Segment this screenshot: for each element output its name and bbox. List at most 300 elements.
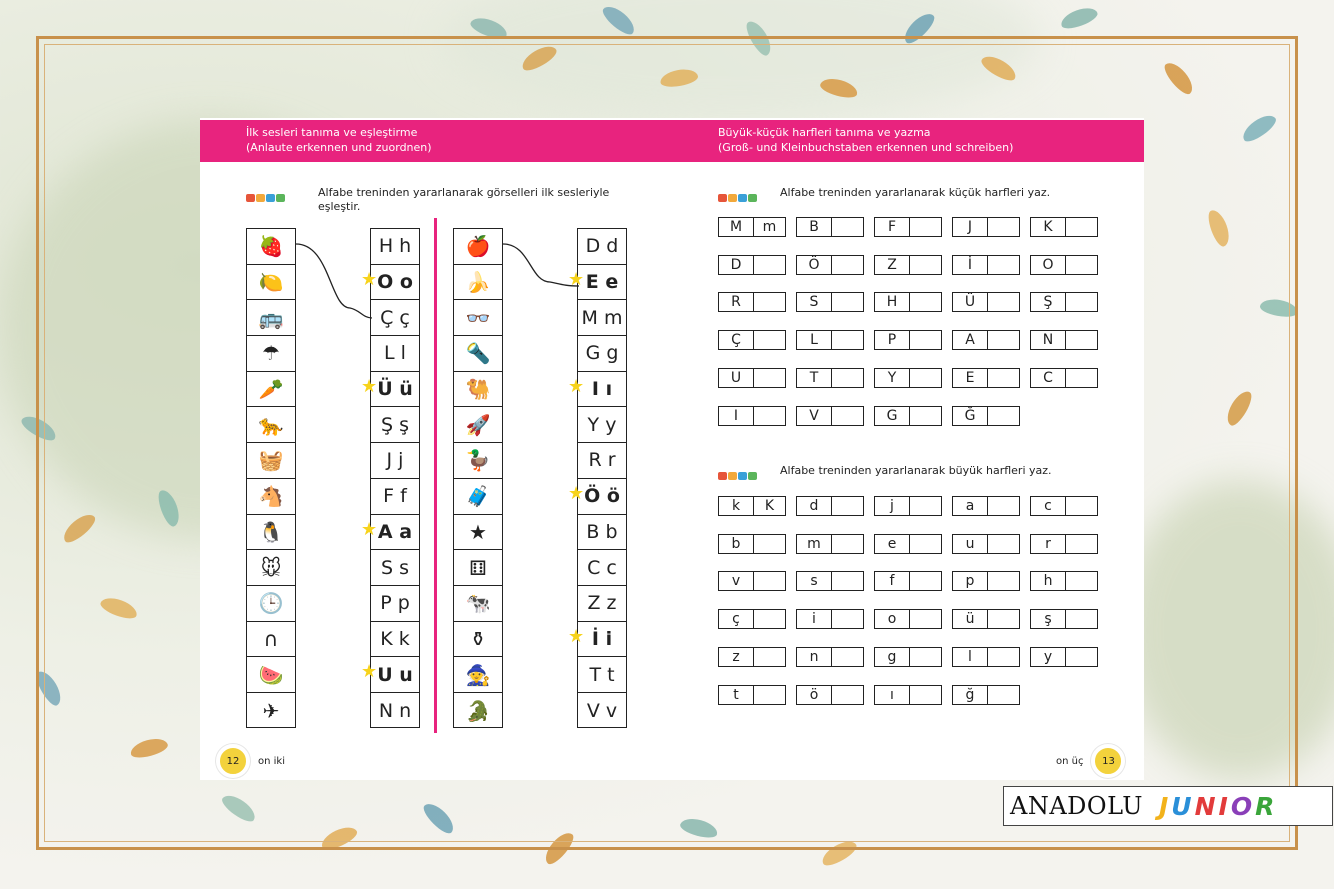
letter-cell[interactable] <box>568 265 626 301</box>
answer-field[interactable] <box>754 535 785 553</box>
watermelon-icon: 🍉 <box>258 662 284 687</box>
letter-cell[interactable] <box>568 372 626 408</box>
given-letter: e <box>875 535 910 553</box>
letter-box[interactable] <box>874 368 942 388</box>
answer-field[interactable]: m <box>762 219 777 235</box>
letter-box[interactable] <box>718 609 786 629</box>
header-title: Büyük-küçük harfleri tanıma ve yazma <box>718 126 931 139</box>
col2-cell <box>454 515 502 551</box>
answer-field[interactable] <box>1066 218 1097 236</box>
given-letter: F <box>875 218 910 236</box>
banana-icon: 🍌 <box>465 270 491 295</box>
col1-cell <box>247 586 295 622</box>
apple-icon: 🍎 <box>465 234 491 259</box>
given-letter: T <box>797 369 832 387</box>
star-icon: ★ <box>361 375 378 397</box>
answer-field[interactable] <box>988 369 1019 387</box>
given-letter: Z <box>875 256 910 274</box>
letter-pair: B b <box>586 520 618 543</box>
col2-cell <box>454 586 502 622</box>
answer-field[interactable] <box>832 293 863 311</box>
left-page-header <box>200 120 672 162</box>
given-letter: l <box>953 648 988 666</box>
star-icon: ★ <box>568 268 585 290</box>
letter-cell[interactable] <box>361 372 419 408</box>
letter-pair: M m <box>581 306 623 329</box>
letter-box[interactable] <box>718 368 786 388</box>
letter-pair: E e <box>585 271 619 294</box>
given-letter: K <box>1031 218 1066 236</box>
col2-cell <box>454 479 502 515</box>
answer-field[interactable]: K <box>764 498 775 514</box>
col1-cell <box>247 265 295 301</box>
letter-cell[interactable] <box>371 479 419 515</box>
letter-box[interactable] <box>874 609 942 629</box>
letter-box[interactable] <box>874 647 942 667</box>
alphabet-train-icon <box>246 187 290 199</box>
letter-box[interactable] <box>952 647 1020 667</box>
letter-cell[interactable] <box>361 265 419 301</box>
leopard-icon: 🐆 <box>258 412 284 437</box>
letter-cell[interactable] <box>371 443 419 479</box>
cow-icon: 🐄 <box>465 591 491 616</box>
letter-cell[interactable] <box>578 443 626 479</box>
given-letter: Ü <box>953 293 988 311</box>
star-icon: ★ <box>568 482 585 504</box>
letter-box[interactable] <box>796 534 864 554</box>
letter-box[interactable] <box>952 571 1020 591</box>
answer-field[interactable] <box>1066 369 1097 387</box>
letter-pair: H h <box>378 235 412 258</box>
glasses-icon: 👓 <box>465 305 491 330</box>
letter-box[interactable] <box>1030 330 1098 350</box>
letter-cell[interactable] <box>361 657 419 693</box>
letter-cell[interactable] <box>568 622 626 658</box>
letter-box[interactable] <box>796 368 864 388</box>
answer-field[interactable] <box>832 686 863 704</box>
letter-cell[interactable] <box>578 300 626 336</box>
letter-cell[interactable] <box>361 515 419 551</box>
letter-box-row <box>718 330 1108 350</box>
answer-field[interactable] <box>1066 572 1097 590</box>
answer-field[interactable] <box>754 572 785 590</box>
letter-pair: I ı <box>591 378 613 401</box>
given-letter: Y <box>875 369 910 387</box>
letter-box[interactable] <box>1030 647 1098 667</box>
given-letter: U <box>719 369 754 387</box>
star-icon: ★ <box>361 518 378 540</box>
letter-box[interactable] <box>952 368 1020 388</box>
answer-field[interactable] <box>988 497 1019 515</box>
given-letter: Ö <box>797 256 832 274</box>
letter-box[interactable] <box>1030 534 1098 554</box>
answer-field[interactable] <box>754 648 785 666</box>
answer-field[interactable] <box>988 535 1019 553</box>
page-number-word: on iki <box>258 755 285 767</box>
answer-field[interactable] <box>988 610 1019 628</box>
letter-box[interactable] <box>874 330 942 350</box>
header-subtitle: (Groß- und Kleinbuchstaben erkennen und schreiben) <box>718 141 1014 154</box>
letter-box[interactable] <box>952 685 1020 705</box>
flashlight-icon: 🔦 <box>465 341 491 366</box>
given-letter: j <box>875 497 910 515</box>
given-letter: c <box>1031 497 1066 515</box>
answer-field[interactable] <box>832 610 863 628</box>
answer-field[interactable] <box>832 572 863 590</box>
letter-box[interactable] <box>952 255 1020 275</box>
col2-cell <box>454 693 502 729</box>
given-letter: f <box>875 572 910 590</box>
given-letter: k <box>719 497 754 515</box>
right-page-header <box>672 120 1144 162</box>
answer-field[interactable] <box>754 610 785 628</box>
rocket-icon: 🚀 <box>465 412 491 437</box>
given-letter: Ğ <box>953 407 988 425</box>
answer-field[interactable] <box>910 369 941 387</box>
given-letter: H <box>875 293 910 311</box>
letter-cell[interactable] <box>578 657 626 693</box>
answer-field[interactable] <box>754 256 785 274</box>
col1-cell <box>247 443 295 479</box>
col1-cell <box>247 515 295 551</box>
letter-box[interactable] <box>952 292 1020 312</box>
star-icon: ★ <box>361 268 378 290</box>
crocodile-icon: 🐊 <box>465 698 491 723</box>
col2-cell <box>454 300 502 336</box>
answer-field[interactable] <box>988 218 1019 236</box>
letter-pair: A a <box>377 520 413 543</box>
answer-field[interactable] <box>988 572 1019 590</box>
answer-field[interactable] <box>988 407 1019 425</box>
horseshoe-icon: ∩ <box>263 626 279 651</box>
answer-field[interactable] <box>910 686 941 704</box>
logo-letter: O <box>1230 791 1256 821</box>
letter-box[interactable] <box>1030 496 1098 516</box>
answer-field[interactable] <box>988 293 1019 311</box>
letter-pair: Ş ş <box>381 413 409 436</box>
letter-cell[interactable] <box>371 622 419 658</box>
letter-box[interactable] <box>796 609 864 629</box>
answer-field[interactable] <box>910 648 941 666</box>
star-icon: ★ <box>568 375 585 397</box>
letter-box[interactable] <box>1030 609 1098 629</box>
letter-box[interactable] <box>874 496 942 516</box>
mouse-icon: 🐭 <box>260 555 282 580</box>
letter-pair: Ç ç <box>380 306 410 329</box>
answer-field[interactable] <box>988 686 1019 704</box>
given-letter: O <box>1031 256 1066 274</box>
camel-icon: 🐫 <box>465 377 491 402</box>
letter-box[interactable] <box>874 255 942 275</box>
col1-cell <box>247 550 295 586</box>
letter-box[interactable] <box>874 292 942 312</box>
letter-box[interactable] <box>952 330 1020 350</box>
answer-field[interactable] <box>988 331 1019 349</box>
answer-field[interactable] <box>832 218 863 236</box>
logo-letter: I <box>1218 791 1231 821</box>
duck-icon: 🦆 <box>465 448 491 473</box>
letter-box[interactable] <box>1030 571 1098 591</box>
given-letter: R <box>719 293 754 311</box>
letter-pair: D d <box>585 235 619 258</box>
given-letter: P <box>875 331 910 349</box>
answer-field[interactable] <box>832 648 863 666</box>
answer-field[interactable] <box>754 369 785 387</box>
letter-box[interactable] <box>718 647 786 667</box>
given-letter: G <box>875 407 910 425</box>
letter-cell[interactable] <box>578 550 626 586</box>
letter-box[interactable] <box>796 255 864 275</box>
letter-column-2 <box>568 228 627 728</box>
given-letter: Ş <box>1031 293 1066 311</box>
answer-field[interactable] <box>832 407 863 425</box>
answer-field[interactable] <box>910 610 941 628</box>
page-number-right <box>1056 744 1125 778</box>
given-letter: s <box>797 572 832 590</box>
matching-instruction: Alfabe treninden yararlanarak görselleri ilk sesleriyle eşleştir. <box>318 186 610 213</box>
picture-column-2 <box>453 228 503 728</box>
letter-box[interactable] <box>952 217 1020 237</box>
letter-box[interactable] <box>1030 217 1098 237</box>
answer-field[interactable] <box>832 369 863 387</box>
col2-cell <box>454 622 502 658</box>
letter-box-row <box>718 609 1108 629</box>
letter-box[interactable] <box>1030 292 1098 312</box>
answer-field[interactable] <box>832 535 863 553</box>
col1-cell <box>247 693 295 729</box>
col2-cell <box>454 443 502 479</box>
answer-field[interactable] <box>1066 648 1097 666</box>
letter-box-row <box>718 571 1108 591</box>
letter-cell[interactable] <box>578 693 626 729</box>
letter-box[interactable] <box>874 217 942 237</box>
answer-field[interactable] <box>1066 293 1097 311</box>
letter-box[interactable] <box>718 406 786 426</box>
page-number-word: on üç <box>1056 755 1084 767</box>
letter-cell[interactable] <box>371 407 419 443</box>
col1-cell <box>247 229 295 265</box>
letter-column-1 <box>361 228 420 728</box>
right-page <box>672 118 1144 780</box>
col2-cell <box>454 336 502 372</box>
answer-field[interactable] <box>754 686 785 704</box>
answer-field[interactable] <box>910 331 941 349</box>
carrot-icon: 🥕 <box>258 377 284 402</box>
header-subtitle: (Anlaute erkennen und zuordnen) <box>246 141 432 154</box>
given-letter: V <box>797 407 832 425</box>
col1-cell <box>247 336 295 372</box>
answer-field[interactable] <box>988 256 1019 274</box>
letter-box[interactable] <box>718 217 786 237</box>
alphabet-train-icon <box>718 187 762 199</box>
letter-box[interactable] <box>952 496 1020 516</box>
horse-icon: 🐴 <box>258 484 284 509</box>
letter-pair: U u <box>377 663 413 686</box>
given-letter: İ <box>953 256 988 274</box>
letter-box[interactable] <box>874 406 942 426</box>
given-letter: r <box>1031 535 1066 553</box>
letter-pair: Z z <box>587 592 617 615</box>
letter-pair: F f <box>383 485 407 508</box>
given-letter: b <box>719 535 754 553</box>
letter-box[interactable] <box>718 255 786 275</box>
letter-pair: İ i <box>591 627 613 650</box>
given-letter: N <box>1031 331 1066 349</box>
given-letter: z <box>719 648 754 666</box>
letter-box[interactable] <box>718 330 786 350</box>
answer-field[interactable] <box>910 535 941 553</box>
uppercase-instruction: Alfabe treninden yararlanarak büyük harfleri yaz. <box>780 464 1052 477</box>
letter-cell[interactable] <box>371 336 419 372</box>
given-letter: t <box>719 686 754 704</box>
letter-box[interactable] <box>796 685 864 705</box>
letter-box[interactable] <box>718 685 786 705</box>
publisher-name: ANADOLU <box>1010 792 1143 820</box>
letter-box[interactable] <box>952 406 1020 426</box>
given-letter: v <box>719 572 754 590</box>
suitcase-icon: 🧳 <box>465 484 491 509</box>
given-letter: D <box>719 256 754 274</box>
answer-field[interactable] <box>754 331 785 349</box>
letter-cell[interactable] <box>371 300 419 336</box>
answer-field[interactable] <box>988 648 1019 666</box>
given-letter: A <box>953 331 988 349</box>
answer-field[interactable] <box>1066 535 1097 553</box>
vase-icon: ⚱ <box>469 626 487 651</box>
given-letter: u <box>953 535 988 553</box>
letter-cell[interactable] <box>578 336 626 372</box>
lemon-icon: 🍋 <box>258 270 284 295</box>
letter-cell[interactable] <box>371 229 419 265</box>
answer-field[interactable] <box>910 407 941 425</box>
letter-box[interactable] <box>718 571 786 591</box>
answer-field[interactable] <box>754 293 785 311</box>
letter-pair: L l <box>384 342 406 365</box>
letter-box[interactable] <box>796 496 864 516</box>
given-letter: d <box>797 497 832 515</box>
clock-icon: 🕒 <box>258 591 284 616</box>
given-letter: ı <box>875 686 910 704</box>
header-title: İlk sesleri tanıma ve eşleştirme <box>246 126 418 139</box>
letter-cell[interactable] <box>578 407 626 443</box>
letter-box[interactable] <box>796 217 864 237</box>
star-icon: ★ <box>361 661 378 683</box>
answer-field[interactable] <box>832 497 863 515</box>
letter-pair: K k <box>380 627 410 650</box>
answer-field[interactable] <box>1066 331 1097 349</box>
given-letter: E <box>953 369 988 387</box>
letter-pair: N n <box>378 699 412 722</box>
letter-cell[interactable] <box>371 550 419 586</box>
letter-box-row <box>718 647 1108 667</box>
letter-box[interactable] <box>1030 255 1098 275</box>
col2-cell <box>454 229 502 265</box>
letter-pair: Ü ü <box>377 378 413 401</box>
letter-box-row <box>718 406 1030 426</box>
bus-icon: 🚌 <box>258 305 284 330</box>
answer-field[interactable] <box>754 407 785 425</box>
letter-box[interactable] <box>874 534 942 554</box>
iron-icon: 🧺 <box>258 448 284 473</box>
answer-field[interactable] <box>832 331 863 349</box>
given-letter: a <box>953 497 988 515</box>
letter-box-row <box>718 496 1108 516</box>
dice-icon: ⚅ <box>469 555 487 580</box>
answer-field[interactable] <box>1066 256 1097 274</box>
letter-box[interactable] <box>718 534 786 554</box>
answer-field[interactable] <box>1066 610 1097 628</box>
letter-pair: V v <box>586 699 618 722</box>
letter-box[interactable] <box>874 685 942 705</box>
left-page <box>200 118 672 780</box>
col2-cell <box>454 550 502 586</box>
letter-box[interactable] <box>1030 368 1098 388</box>
given-letter: C <box>1031 369 1066 387</box>
letter-box[interactable] <box>952 609 1020 629</box>
given-letter: ö <box>797 686 832 704</box>
letter-box[interactable] <box>952 534 1020 554</box>
letter-box-row <box>718 534 1108 554</box>
logo-letter: N <box>1194 791 1219 821</box>
letter-box[interactable] <box>796 406 864 426</box>
letter-pair: O o <box>377 271 413 294</box>
letter-pair: Ö ö <box>584 485 620 508</box>
given-letter: n <box>797 648 832 666</box>
letter-pair: R r <box>588 449 616 472</box>
letter-box[interactable] <box>718 496 786 516</box>
logo-letter: J <box>1158 791 1172 821</box>
letter-cell[interactable] <box>578 229 626 265</box>
given-letter: B <box>797 218 832 236</box>
answer-field[interactable] <box>910 572 941 590</box>
letter-cell[interactable] <box>568 479 626 515</box>
letter-box[interactable] <box>796 330 864 350</box>
answer-field[interactable] <box>1066 497 1097 515</box>
letter-pair: Y y <box>587 413 617 436</box>
letter-cell[interactable] <box>578 586 626 622</box>
col2-cell <box>454 657 502 693</box>
letter-cell[interactable] <box>371 586 419 622</box>
given-letter: h <box>1031 572 1066 590</box>
col2-cell <box>454 265 502 301</box>
letter-box-row <box>718 255 1108 275</box>
letter-box[interactable] <box>796 292 864 312</box>
letter-cell[interactable] <box>371 693 419 729</box>
answer-field[interactable] <box>910 256 941 274</box>
alphabet-train-icon <box>718 465 762 477</box>
letter-box-row <box>718 217 1108 237</box>
answer-field[interactable] <box>910 497 941 515</box>
given-letter: i <box>797 610 832 628</box>
letter-cell[interactable] <box>578 515 626 551</box>
letter-box[interactable] <box>874 571 942 591</box>
letter-box-row <box>718 368 1108 388</box>
answer-field[interactable] <box>832 256 863 274</box>
answer-field[interactable] <box>910 218 941 236</box>
col2-cell <box>454 407 502 443</box>
letter-box[interactable] <box>796 647 864 667</box>
letter-box[interactable] <box>718 292 786 312</box>
letter-box[interactable] <box>796 571 864 591</box>
given-letter: S <box>797 293 832 311</box>
answer-field[interactable] <box>910 293 941 311</box>
letter-pair: J j <box>386 449 404 472</box>
given-letter: y <box>1031 648 1066 666</box>
penguin-icon: 🐧 <box>258 519 284 544</box>
page-number-badge: 12 <box>216 744 250 778</box>
star-icon: ★ <box>568 625 585 647</box>
letter-box-row <box>718 685 1030 705</box>
